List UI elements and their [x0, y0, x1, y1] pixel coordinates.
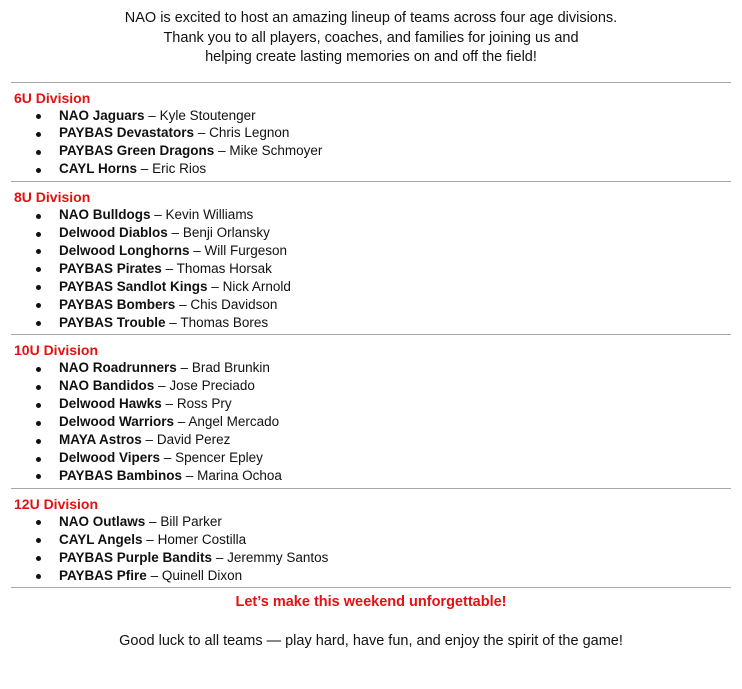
- team-list: [14, 359, 742, 484]
- team-name: NAO Roadrunners: [59, 360, 177, 376]
- coach-name: Ross Pry: [176, 396, 232, 412]
- team-name: Delwood Diablos: [59, 225, 168, 241]
- team-name: Delwood Warriors: [59, 414, 175, 430]
- team-list-item: [14, 206, 742, 224]
- team-list-item: [14, 242, 742, 260]
- coach-name: Brad Brunkin: [191, 360, 270, 376]
- team-list-item: [14, 549, 742, 567]
- team-list-item: [14, 278, 742, 296]
- separator-dash: –: [165, 260, 174, 276]
- team-name: Delwood Longhorns: [59, 242, 190, 258]
- section-divider: [11, 334, 731, 335]
- separator-dash: –: [177, 414, 186, 430]
- separator-dash: –: [193, 242, 201, 258]
- team-list-item: [14, 513, 742, 531]
- section-divider: [11, 82, 731, 83]
- team-name: NAO Jaguars: [59, 107, 145, 123]
- intro-line: Thank you to all players, coaches, and families for joining us and: [163, 29, 579, 46]
- separator-dash: –: [148, 107, 156, 123]
- coach-name: Mike Schmoyer: [229, 143, 323, 159]
- team-name: PAYBAS Sandlot Kings: [59, 278, 208, 294]
- section-divider: [11, 181, 731, 182]
- team-list: [14, 107, 742, 179]
- divisions-container: [0, 82, 742, 589]
- section-divider: [11, 587, 731, 588]
- division-section: [0, 188, 742, 331]
- team-name: PAYBAS Devastators: [59, 125, 195, 141]
- separator-dash: –: [185, 467, 194, 483]
- team-list-item: [14, 431, 742, 449]
- separator-dash: –: [165, 396, 174, 412]
- separator-dash: –: [145, 432, 154, 448]
- team-list-item: [14, 124, 742, 142]
- coach-name: Eric Rios: [152, 161, 207, 177]
- separator-dash: –: [158, 378, 166, 394]
- team-list-item: [14, 413, 742, 431]
- team-name: PAYBAS Pfire: [59, 567, 147, 583]
- team-name: CAYL Angels: [59, 531, 143, 547]
- intro-line: NAO is excited to host an amazing lineup of teams across four age divisions.: [124, 10, 618, 26]
- coach-name: Bill Parker: [160, 513, 222, 529]
- team-name: PAYBAS Green Dragons: [59, 143, 215, 159]
- intro-line: helping create lasting memories on and off the field!: [205, 49, 537, 65]
- team-name: CAYL Horns: [59, 161, 138, 177]
- team-name: NAO Bulldogs: [59, 207, 151, 223]
- team-name: Delwood Vipers: [59, 450, 161, 465]
- team-list-item: [14, 160, 742, 178]
- team-list: [14, 206, 742, 331]
- team-list-item: [14, 359, 742, 377]
- coach-name: Chris Legnon: [209, 125, 290, 141]
- closing-message: Let’s make this weekend unforgettable!: [235, 594, 507, 611]
- division-title: 10U Division: [14, 342, 99, 359]
- coach-name: Jeremmy Santos: [227, 549, 329, 565]
- team-name: PAYBAS Bombers: [59, 296, 176, 312]
- coach-name: Jose Preciado: [169, 378, 255, 394]
- coach-name: Chis Davidson: [190, 296, 278, 312]
- team-list-item: [14, 107, 742, 125]
- team-list-item: [14, 531, 742, 549]
- team-name: NAO Bandidos: [59, 378, 155, 394]
- team-list-item: [14, 567, 742, 585]
- division-title: 12U Division: [14, 495, 99, 512]
- good-luck-message: Good luck to all teams — play hard, have fun, and enjoy the spirit of the game!: [119, 633, 623, 650]
- team-list-item: [14, 296, 742, 314]
- team-name: PAYBAS Purple Bandits: [59, 549, 213, 565]
- division-title: 6U Division: [14, 89, 91, 106]
- coach-name: Homer Costilla: [157, 531, 247, 547]
- team-name: Delwood Hawks: [59, 396, 162, 412]
- separator-dash: –: [171, 225, 180, 241]
- coach-name: Angel Mercado: [188, 414, 280, 430]
- team-name: PAYBAS Pirates: [59, 260, 162, 276]
- coach-name: Thomas Bores: [180, 314, 269, 330]
- separator-dash: –: [180, 360, 189, 376]
- division-section: [0, 495, 742, 585]
- section-divider: [11, 488, 731, 489]
- separator-dash: –: [218, 143, 226, 159]
- separator-dash: –: [179, 296, 187, 312]
- team-name: MAYA Astros: [59, 432, 142, 448]
- team-list: [14, 513, 742, 585]
- coach-name: Quinell Dixon: [161, 567, 243, 583]
- coach-name: Will Furgeson: [204, 242, 288, 258]
- intro-text: [0, 0, 742, 68]
- team-list-item: [14, 467, 742, 485]
- separator-dash: –: [150, 567, 159, 583]
- coach-name: Marina Ochoa: [197, 467, 282, 483]
- separator-dash: –: [169, 314, 177, 330]
- coach-name: Nick Arnold: [222, 278, 291, 294]
- separator-dash: –: [215, 549, 224, 565]
- coach-name: David Perez: [156, 432, 231, 448]
- coach-name: Thomas Horsak: [176, 260, 272, 276]
- separator-dash: –: [211, 278, 219, 294]
- separator-dash: –: [140, 161, 149, 177]
- separator-dash: –: [149, 513, 157, 529]
- team-name: NAO Outlaws: [59, 513, 146, 529]
- coach-name: Kevin Williams: [165, 207, 254, 223]
- division-section: [0, 89, 742, 179]
- team-name: PAYBAS Trouble: [59, 314, 166, 330]
- separator-dash: –: [154, 207, 162, 223]
- team-list-item: [14, 224, 742, 242]
- coach-name: Benji Orlansky: [182, 225, 270, 241]
- team-list-item: [14, 260, 742, 278]
- team-list-item: [14, 142, 742, 160]
- coach-name: Spencer Epley: [175, 450, 263, 465]
- separator-dash: –: [197, 125, 206, 141]
- separator-dash: –: [163, 450, 172, 465]
- team-name: PAYBAS Bambinos: [59, 467, 183, 483]
- team-list-item: [14, 449, 742, 467]
- team-list-item: [14, 395, 742, 413]
- separator-dash: –: [146, 531, 154, 547]
- team-list-item: [14, 314, 742, 332]
- division-title: 8U Division: [14, 189, 91, 206]
- coach-name: Kyle Stoutenger: [159, 107, 256, 123]
- division-section: [0, 341, 742, 484]
- team-list-item: [14, 377, 742, 395]
